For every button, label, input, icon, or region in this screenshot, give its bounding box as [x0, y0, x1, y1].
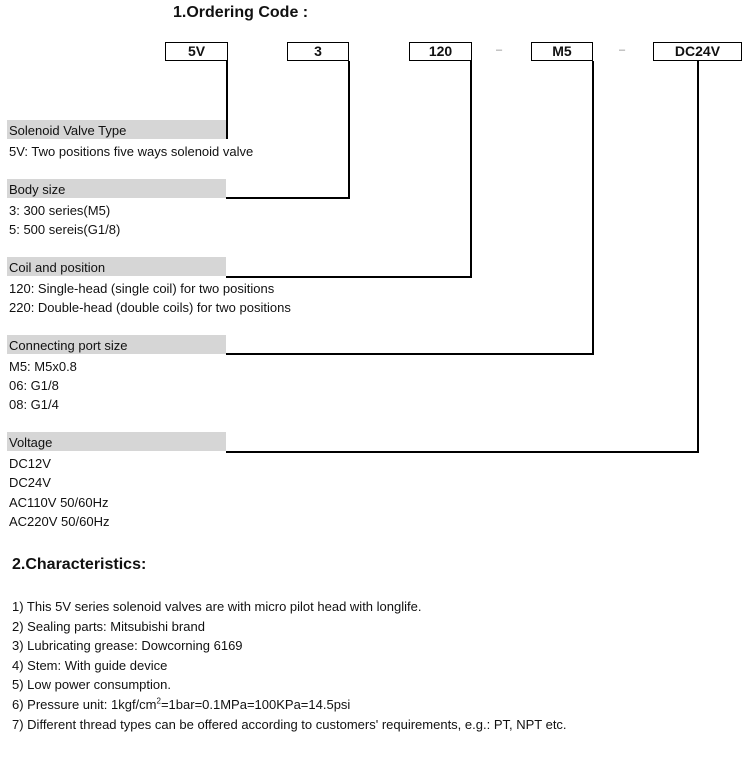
connector-line-series — [226, 61, 228, 139]
option-item: 5V: Two positions five ways solenoid valve — [9, 144, 254, 159]
characteristic-item: 2) Sealing parts: Mitsubishi brand — [12, 619, 205, 634]
characteristic-item-pressure — [12, 697, 350, 712]
option-item: 120: Single-head (single coil) for two positions — [9, 281, 275, 296]
option-item: AC220V 50/60Hz — [9, 514, 110, 529]
code-box-series: 5V — [165, 42, 228, 61]
characteristic-item: 4) Stem: With guide device — [12, 658, 168, 673]
characteristic-item: 1) This 5V series solenoid valves are with micro pilot head with longlife. — [12, 599, 422, 614]
characteristics-title: 2.Characteristics: — [12, 556, 147, 573]
group-header-port-size: Connecting port size — [7, 335, 226, 354]
connector-line-coil — [470, 61, 472, 277]
connector-line-port — [592, 61, 594, 354]
code-box-body-size: 3 — [287, 42, 349, 61]
code-box-port: M5 — [531, 42, 593, 61]
group-header-coil-position: Coil and position — [7, 257, 226, 276]
connector-line-voltage — [697, 61, 699, 452]
option-item: 5: 500 sereis(G1/8) — [9, 222, 121, 237]
characteristic-item: 3) Lubricating grease: Dowcorning 6169 — [12, 638, 243, 653]
option-item: M5: M5x0.8 — [9, 359, 77, 374]
characteristic-item: 7) Different thread types can be offered according to customers' requirements, e.g.: PT, NPT etc. — [12, 717, 567, 732]
separator-dash: – — [496, 44, 503, 56]
option-item: DC12V — [9, 456, 51, 471]
option-item: DC24V — [9, 475, 51, 490]
separator-dash: – — [619, 44, 626, 56]
option-item: 3: 300 series(M5) — [9, 203, 111, 218]
connector-line-body-size-h — [226, 197, 350, 199]
pressure-superscript: 2 — [156, 696, 161, 706]
connector-line-voltage-h — [226, 451, 699, 453]
connector-line-coil-h — [226, 276, 472, 278]
option-item: 06: G1/8 — [9, 378, 59, 393]
ordering-code-title: 1.Ordering Code : — [173, 4, 309, 21]
connector-line-port-h — [226, 353, 594, 355]
group-header-valve-type: Solenoid Valve Type — [7, 120, 226, 139]
pressure-text: 6) Pressure unit: 1kgf/cm — [12, 697, 157, 712]
group-header-voltage: Voltage — [7, 432, 226, 451]
option-item: AC110V 50/60Hz — [9, 495, 109, 510]
code-box-coil: 120 — [409, 42, 472, 61]
characteristic-item: 5) Low power consumption. — [12, 677, 171, 692]
group-header-body-size: Body size — [7, 179, 226, 198]
pressure-text-rest: =1bar=0.1MPa=100KPa=14.5psi — [160, 697, 351, 712]
option-item: 08: G1/4 — [9, 397, 59, 412]
code-box-voltage: DC24V — [653, 42, 742, 61]
connector-line-body-size — [348, 61, 350, 198]
option-item: 220: Double-head (double coils) for two positions — [9, 300, 291, 315]
